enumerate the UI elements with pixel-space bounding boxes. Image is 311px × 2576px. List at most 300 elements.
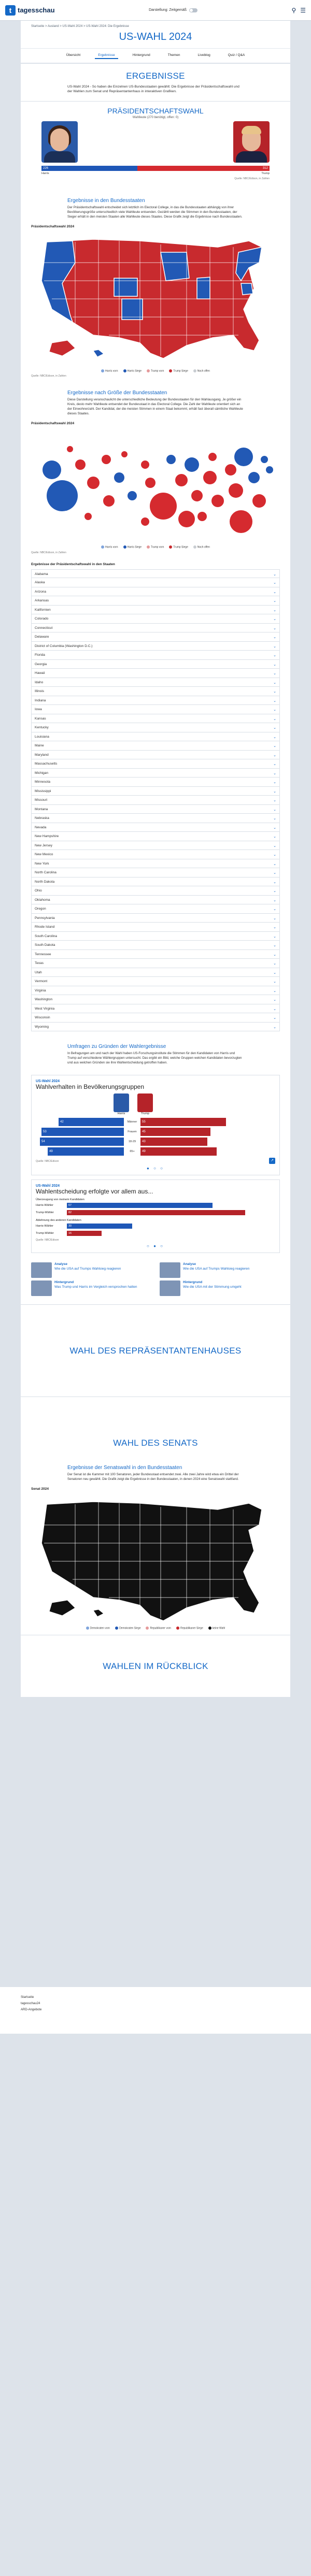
state-name: New York [35,861,49,866]
chevron-down-icon: ⌄ [273,953,276,957]
chevron-down-icon: ⌄ [273,944,276,948]
chevron-down-icon: ⌄ [273,962,276,966]
chevron-down-icon: ⌄ [273,862,276,866]
senate-legend-d-win: Demokraten Siege [115,1627,140,1630]
chevron-down-icon: ⌄ [273,808,276,812]
state-bubble[interactable] [150,493,177,520]
state-row[interactable] [31,868,280,877]
state-row[interactable] [31,1004,280,1014]
map-hawaii[interactable] [93,350,104,357]
state-bubble[interactable] [203,471,217,484]
chevron-down-icon: ⌄ [273,980,276,984]
state-name: District of Columbia (Washington D.C.) [35,644,93,648]
state-bubble[interactable] [128,491,137,500]
state-row[interactable] [31,614,280,624]
polls-box-text: In Befragungen am und nach der Wahl haben US-Forschungsinstitute die Stimmen für den Kandidaten von Harris und Trump auf verschiedene Wählergruppen untersucht. Das ergibt ein Bild, welche Gruppen welchen Kandidaten bevorzugten und aus welchen Gründen sie ihre Wahlentscheidung getroffen haben. [67,1052,242,1065]
state-name: Washington [35,998,53,1002]
senate-map-title: Senat 2024 [31,1487,49,1491]
state-name: Oklahoma [35,898,50,902]
state-name: Utah [35,970,42,974]
state-row[interactable] [31,904,280,914]
tab-liveblog[interactable]: Liveblog [197,53,210,57]
poll2-bar-label: Harris-Wähler [36,1204,53,1207]
poll2-bar-fill: 16 [67,1231,102,1236]
poll1-row [36,1147,275,1156]
state-row[interactable] [31,651,280,660]
legend2-harris-lead: Harris vorn [101,545,118,549]
state-bubble[interactable] [114,472,124,483]
state-name: Colorado [35,617,49,621]
poll2-bar-fill: 30 [67,1224,132,1229]
state-row[interactable] [31,624,280,633]
poll2-source: Quelle: NBC/Edison [36,1239,59,1242]
map-section-1 [21,220,290,383]
state-bubble[interactable] [75,459,86,470]
chevron-down-icon: ⌄ [273,1025,276,1029]
state-name: Montana [35,807,48,811]
state-row[interactable] [31,832,280,841]
state-name: Alabama [35,572,48,576]
states-box-text: Der Präsidentschaftswahl entscheidet sich letztlich im Electoral College, in das die Bundesstaaten abhängig von ihrer Bevölkerungsgröße unterschiedlich viele Wahlleute entsenden. Gezählt werden die Stimmen in den Bundesstaaten, der Sieger erhält in den meisten Staaten alle Wahlleute dieses Staates. Diese Grafik zeigt die Ergebnisse nach Bundesstaaten. [67,206,243,219]
state-row[interactable] [31,914,280,923]
chevron-down-icon: ⌄ [273,817,276,821]
poll1-row [36,1127,275,1136]
poll2-title: Wahlentscheidung erfolgte vor allem aus... [36,1188,153,1196]
state-bubble[interactable] [47,480,78,511]
footer-link-ts24[interactable]: tagesschau24 [21,2002,40,2006]
state-row[interactable] [31,986,280,996]
poll1-cand-right: Trump [141,1112,149,1116]
senate-alaska[interactable] [49,1600,75,1616]
poll1-right-bar: 43 [140,1138,207,1146]
poll1-left-bar: 53 [41,1128,124,1136]
state-row[interactable] [31,778,280,787]
poll2-bar-fill: 82 [67,1210,245,1215]
chevron-down-icon: ⌄ [273,644,276,649]
chevron-down-icon: ⌄ [273,1007,276,1011]
state-bubble[interactable] [234,448,253,466]
chevron-down-icon: ⌄ [273,672,276,676]
chevron-down-icon: ⌄ [273,636,276,640]
state-name: Missouri [35,798,48,802]
state-name: Ohio [35,889,42,893]
state-row[interactable] [31,696,280,706]
state-row[interactable] [31,596,280,606]
state-row[interactable] [31,941,280,950]
poll2-bar-row [36,1202,275,1208]
chevron-down-icon: ⌄ [273,934,276,939]
state-row[interactable] [31,1023,280,1032]
top-header [0,0,311,21]
tab-hintergrund[interactable]: Hintergrund [132,53,150,57]
state-name: Louisiana [35,735,49,739]
state-row[interactable] [31,977,280,986]
state-bubble[interactable] [166,455,176,464]
senate-legend-none: keine Wahl [208,1627,225,1630]
chevron-down-icon: ⌄ [273,1016,276,1020]
chevron-down-icon: ⌄ [273,744,276,749]
presidential-source: Quelle: NBC/Edison, in Zahlen [234,177,270,181]
state-row[interactable] [31,714,280,724]
state-row[interactable] [31,959,280,968]
presidential-block [21,101,290,191]
state-bubble[interactable] [121,451,128,457]
state-bubble[interactable] [175,474,188,486]
chevron-down-icon: ⌄ [273,853,276,857]
state-name: Tennessee [35,952,51,956]
poll1-right-bar: 49 [140,1147,217,1156]
state-row[interactable] [31,923,280,932]
map-alaska[interactable] [49,340,75,356]
poll-trump-portrait [137,1093,153,1112]
state-row[interactable] [31,587,280,597]
chevron-down-icon: ⌄ [273,835,276,839]
poll2-group1: Überzeugung von meinem Kandidaten [36,1198,84,1202]
state-row[interactable] [31,606,280,615]
states-box-title: Ergebnisse in den Bundesstaaten [67,198,145,204]
size-box-title: Ergebnisse nach Größe der Bundesstaaten [67,390,167,396]
state-row[interactable] [31,814,280,823]
footer-link-ard[interactable]: ARD-Angebote [21,2008,42,2012]
results-title: ERGEBNISSE [21,63,290,84]
teaser-3[interactable]: Analyse Wie die USA auf Trumps Wahlsieg reagieren [160,1262,280,1278]
state-bubble[interactable] [197,512,207,521]
poll1-right-bar: 45 [140,1128,210,1136]
map-maryland-dem[interactable] [241,283,253,295]
state-bubble[interactable] [87,477,100,489]
state-bubble[interactable] [266,466,273,473]
state-row[interactable] [31,850,280,859]
logo-mark: t [5,5,16,16]
legend2-harris-win: Harris Siege [123,545,142,549]
state-name: New Jersey [35,843,52,847]
state-name: Maine [35,744,44,748]
poll2-bar-fill: 67 [67,1203,213,1208]
poll-card-groups [31,1075,280,1175]
chevron-down-icon: ⌄ [273,626,276,630]
poll1-left-bar: 54 [40,1138,124,1146]
footer [0,1987,311,2034]
state-row[interactable] [31,678,280,687]
page-title: US-WAHL 2024 [119,31,192,42]
senate-box-title: Ergebnisse der Senatswahl in den Bundesstaaten [67,1465,182,1471]
tagesschau-logo[interactable] [5,5,55,16]
senate-legend-r-win: Republikaner Siege [176,1627,203,1630]
state-row[interactable] [31,787,280,796]
state-name: Delaware [35,635,49,639]
us-states-map[interactable] [31,232,280,366]
state-row[interactable] [31,841,280,851]
state-row[interactable] [31,805,280,814]
teaser-2[interactable]: Hintergrund Was Trump und Harris im Vergleich versprochen hatten [31,1280,151,1296]
trump-vote-bar: 312 [137,166,270,171]
state-row[interactable] [31,932,280,941]
breadcrumb[interactable]: Startseite > Ausland > US-Wahl 2024 > US-Wahl 2024: Die Ergebnisse [31,25,129,28]
state-bubble[interactable] [230,510,252,533]
results-intro: US-Wahl 2024 - So haben die Einzelnen US-Bundesstaaten gewählt: Die Ergebnisse der Präsidentschaftswahl und der Wahlen zum Senat und Repräsentantenhaus in interaktiven Grafiken. [67,85,239,94]
state-row[interactable] [31,751,280,760]
state-name: Arkansas [35,599,49,603]
chevron-down-icon: ⌄ [273,762,276,767]
chevron-down-icon: ⌄ [273,926,276,930]
legend2-trump-win: Trump Siege [169,545,188,549]
state-bubble[interactable] [102,455,111,464]
presidential-title: PRÄSIDENTSCHAFTSWAHL [107,107,204,116]
poll-section [21,1066,290,1258]
poll1-left-bar: 42 [59,1118,124,1126]
poll1-title: Wahlverhalten in Bevölkerungsgruppen [36,1083,145,1091]
chevron-down-icon: ⌄ [273,771,276,775]
menu-icon[interactable]: ☰ [300,6,306,14]
state-row[interactable] [31,705,280,714]
chevron-down-icon: ⌄ [273,971,276,975]
state-row[interactable] [31,660,280,669]
poll1-row [36,1117,275,1126]
state-results-list [21,559,290,1037]
chevron-down-icon: ⌄ [273,889,276,894]
state-name: Wisconsin [35,1016,50,1020]
state-row[interactable] [31,796,280,805]
carousel-dots[interactable]: ● ○ ○ [147,1166,164,1171]
state-row[interactable] [31,769,280,778]
state-bubble[interactable] [145,478,156,488]
poll-harris-portrait [114,1093,129,1112]
state-bubble[interactable] [185,457,199,472]
state-row[interactable] [31,723,280,732]
carousel-dots-2[interactable]: ○ ● ○ [147,1244,164,1249]
presidential-subtitle: Wahlleute (270 benötigt, offen: 0) [132,116,179,120]
state-bubble[interactable] [191,490,203,501]
poll1-kicker: US-Wahl 2024 [36,1080,60,1084]
state-name: Nebraska [35,816,49,821]
map1-source: Quelle: NBC/Edison, in Zahlen [31,375,66,378]
tab-ergebnisse[interactable]: Ergebnisse [95,52,118,59]
state-name: Wyoming [35,1025,49,1029]
legend-trump-lead: Trump vorn [147,369,164,372]
poll1-row [36,1137,275,1146]
chevron-down-icon: ⌄ [273,654,276,658]
senate-box-text: Der Senat ist die Kammer mit 100 Senatoren, jeder Bundesstaat entsendet zwei. Alle zwei Jahre wird etwa ein Drittel der Senatoren neu gewählt. Die Grafik zeigt die Ergebnisse in den Bundesstaaten, in denen 2024 eine Senatswahl stattfand. [67,1473,239,1481]
teaser-1[interactable]: Analyse Wie die USA auf Trumps Wahlsieg reagieren [31,1262,151,1278]
teaser-4[interactable]: Hintergrund Wie die USA mit der Stimmung umgeht [160,1280,280,1296]
state-row[interactable] [31,995,280,1004]
related-teasers [21,1258,290,1304]
main-content [21,21,290,1697]
display-toggle[interactable] [149,8,197,12]
chevron-down-icon: ⌄ [273,708,276,712]
senate-section-title: WAHL DES SENATS [21,1397,290,1489]
state-name: Rhode Island [35,925,55,929]
state-bubble[interactable] [141,460,149,469]
tab-uebersicht[interactable]: Übersicht [66,53,81,57]
poll1-left-bar: 49 [48,1147,124,1156]
state-name: New Hampshire [35,834,59,839]
poll2-bar-label: Trump-Wähler [36,1232,54,1235]
chevron-down-icon: ⌄ [273,717,276,721]
map2-title: Präsidentschaftswahl 2024 [31,422,75,426]
teaser-image [31,1262,52,1278]
legend2-trump-lead: Trump vorn [147,545,164,549]
state-row[interactable] [31,896,280,905]
senate-hawaii[interactable] [93,1609,104,1617]
poll1-category: Männer [127,1120,137,1124]
chevron-down-icon: ⌄ [273,572,276,577]
state-row[interactable] [31,687,280,696]
state-bubble[interactable] [141,517,149,526]
state-name: West Virginia [35,1006,55,1011]
map-newmexico-dem[interactable] [122,299,143,320]
map-illinois-dem[interactable] [197,277,210,299]
tab-quiz[interactable]: Quiz / Q&A [228,53,245,57]
state-bubble[interactable] [252,494,266,508]
chevron-down-icon: ⌄ [273,735,276,739]
state-name: Indiana [35,698,46,702]
state-name: Texas [35,961,44,966]
state-row[interactable] [31,859,280,869]
share-icon[interactable]: ↗ [269,1158,275,1164]
chevron-down-icon: ⌄ [273,781,276,785]
chevron-down-icon: ⌄ [273,898,276,902]
toggle-label: Darstellung: Zeitgemäß [149,8,187,12]
state-name: New Mexico [35,853,53,857]
house-section-title: WAHL DES REPRÄSENTANTENHAUSES [21,1304,290,1397]
state-bubble[interactable] [211,495,224,507]
state-name: Nevada [35,825,47,829]
trump-portrait [233,121,270,163]
state-name: Hawaii [35,671,45,675]
teaser-image [160,1262,180,1278]
teaser-image [160,1280,180,1296]
state-name: Alaska [35,581,45,585]
map-minnesota-dem[interactable] [161,252,189,281]
chevron-down-icon: ⌄ [273,880,276,884]
state-row[interactable] [31,968,280,977]
state-name: Kalifornien [35,608,51,612]
state-name: Pennsylvania [35,916,55,920]
bubble-map[interactable] [31,428,280,542]
chevron-down-icon: ⌄ [273,799,276,803]
poll1-category: 65+ [130,1149,135,1153]
chevron-down-icon: ⌄ [273,699,276,703]
state-name: South Dakota [35,943,55,947]
chevron-down-icon: ⌄ [273,789,276,794]
senate-legend-d-lead: Demokraten vorn [86,1627,110,1630]
state-row[interactable] [31,642,280,651]
chevron-down-icon: ⌄ [273,998,276,1002]
senate-map-section [21,1482,290,1635]
senate-legend-r-lead: Republikaner vorn [146,1627,171,1630]
state-row[interactable] [31,877,280,887]
state-bubble[interactable] [178,511,195,527]
state-row[interactable] [31,886,280,896]
state-name: Maryland [35,753,49,757]
senate-map[interactable] [31,1494,280,1623]
poll2-group2: Ablehnung des anderen Kandidaten [36,1219,81,1222]
archive-section-title: WAHLEN IM RÜCKBLICK [21,1635,290,1697]
map1-title: Präsidentschaftswahl 2024 [31,225,75,229]
chevron-down-icon: ⌄ [273,826,276,830]
state-bubble[interactable] [229,483,243,498]
poll1-category: Frauen [128,1130,137,1133]
legend-harris-win: Harris Siege [123,369,142,372]
poll1-source: Quelle: NBC/Edison [36,1160,59,1163]
state-bubble[interactable] [43,460,61,479]
state-name: Florida [35,653,45,657]
poll-card-motivation [31,1179,280,1253]
state-bubble[interactable] [84,513,92,520]
chevron-down-icon: ⌄ [273,690,276,694]
chevron-down-icon: ⌄ [273,871,276,875]
state-bubble[interactable] [248,472,260,483]
state-row[interactable] [31,632,280,642]
chevron-down-icon: ⌄ [273,590,276,594]
state-bubble[interactable] [67,446,73,452]
chevron-down-icon: ⌄ [273,617,276,622]
poll1-cand-left: Harris [117,1112,125,1116]
state-list-title: Ergebnisse der Präsidentschaftswahl in den Staaten [31,562,115,566]
state-name: Virginia [35,988,46,992]
teaser-image [31,1280,52,1296]
state-row[interactable] [31,950,280,959]
state-name: Kentucky [35,726,49,730]
state-name: North Carolina [35,871,56,875]
toggle-switch[interactable] [189,8,197,12]
state-name: Idaho [35,680,44,684]
size-box-text: Diese Darstellung veranschaulicht die unterschiedliche Bedeutung der Bundesstaaten für den Wahlausgang. Je größer ein Kreis, desto mehr Wahlleute entsendet der Bundesstaat in das Electoral College. Die Zahl der Wahlleute orientiert sich an der Einwohnerzahl. Der Kandidat, der die meisten Stimmen in einem Staat bekommt, erhält fast überall sämtliche Wahlleute dieses Staates. [67,398,243,416]
tab-themen[interactable]: Themen [167,53,180,57]
poll2-bar-row [36,1223,275,1229]
harris-portrait [41,121,78,163]
state-row[interactable] [31,741,280,751]
state-bubble[interactable] [225,464,236,476]
state-name: Arizona [35,589,47,594]
poll1-category: 18-29 [128,1140,136,1143]
chevron-down-icon: ⌄ [273,916,276,920]
state-name: North Dakota [35,880,55,884]
search-icon[interactable]: ⚲ [291,6,296,14]
tab-bar [21,48,290,63]
state-row[interactable] [31,569,280,579]
trump-label: Trump [261,172,270,176]
state-name: Massachusetts [35,762,58,766]
chevron-down-icon: ⌄ [273,581,276,585]
state-name: Vermont [35,980,48,984]
state-row[interactable] [31,578,280,587]
chevron-down-icon: ⌄ [273,608,276,612]
state-name: Connecticut [35,626,53,630]
state-row[interactable] [31,1013,280,1023]
state-name: Illinois [35,689,45,694]
state-row[interactable] [31,823,280,832]
state-bubble[interactable] [208,453,217,461]
state-name: Oregon [35,907,46,911]
polls-box-title: Umfragen zu Gründen der Wahlergebnisse [67,1044,166,1050]
chevron-down-icon: ⌄ [273,753,276,757]
state-bubble[interactable] [103,495,115,507]
state-bubble[interactable] [261,456,268,463]
state-row[interactable] [31,759,280,769]
legend-harris-lead: Harris vorn [101,369,118,372]
state-name: Michigan [35,771,49,775]
footer-link-home[interactable]: Startseite [21,1996,34,1999]
poll2-bar-label: Harris-Wähler [36,1225,53,1228]
poll2-kicker: US-Wahl 2024 [36,1184,60,1188]
map-section-2 [21,416,290,559]
legend-trump-win: Trump Siege [169,369,188,372]
chevron-down-icon: ⌄ [273,599,276,603]
state-row[interactable] [31,732,280,742]
state-row[interactable] [31,669,280,678]
